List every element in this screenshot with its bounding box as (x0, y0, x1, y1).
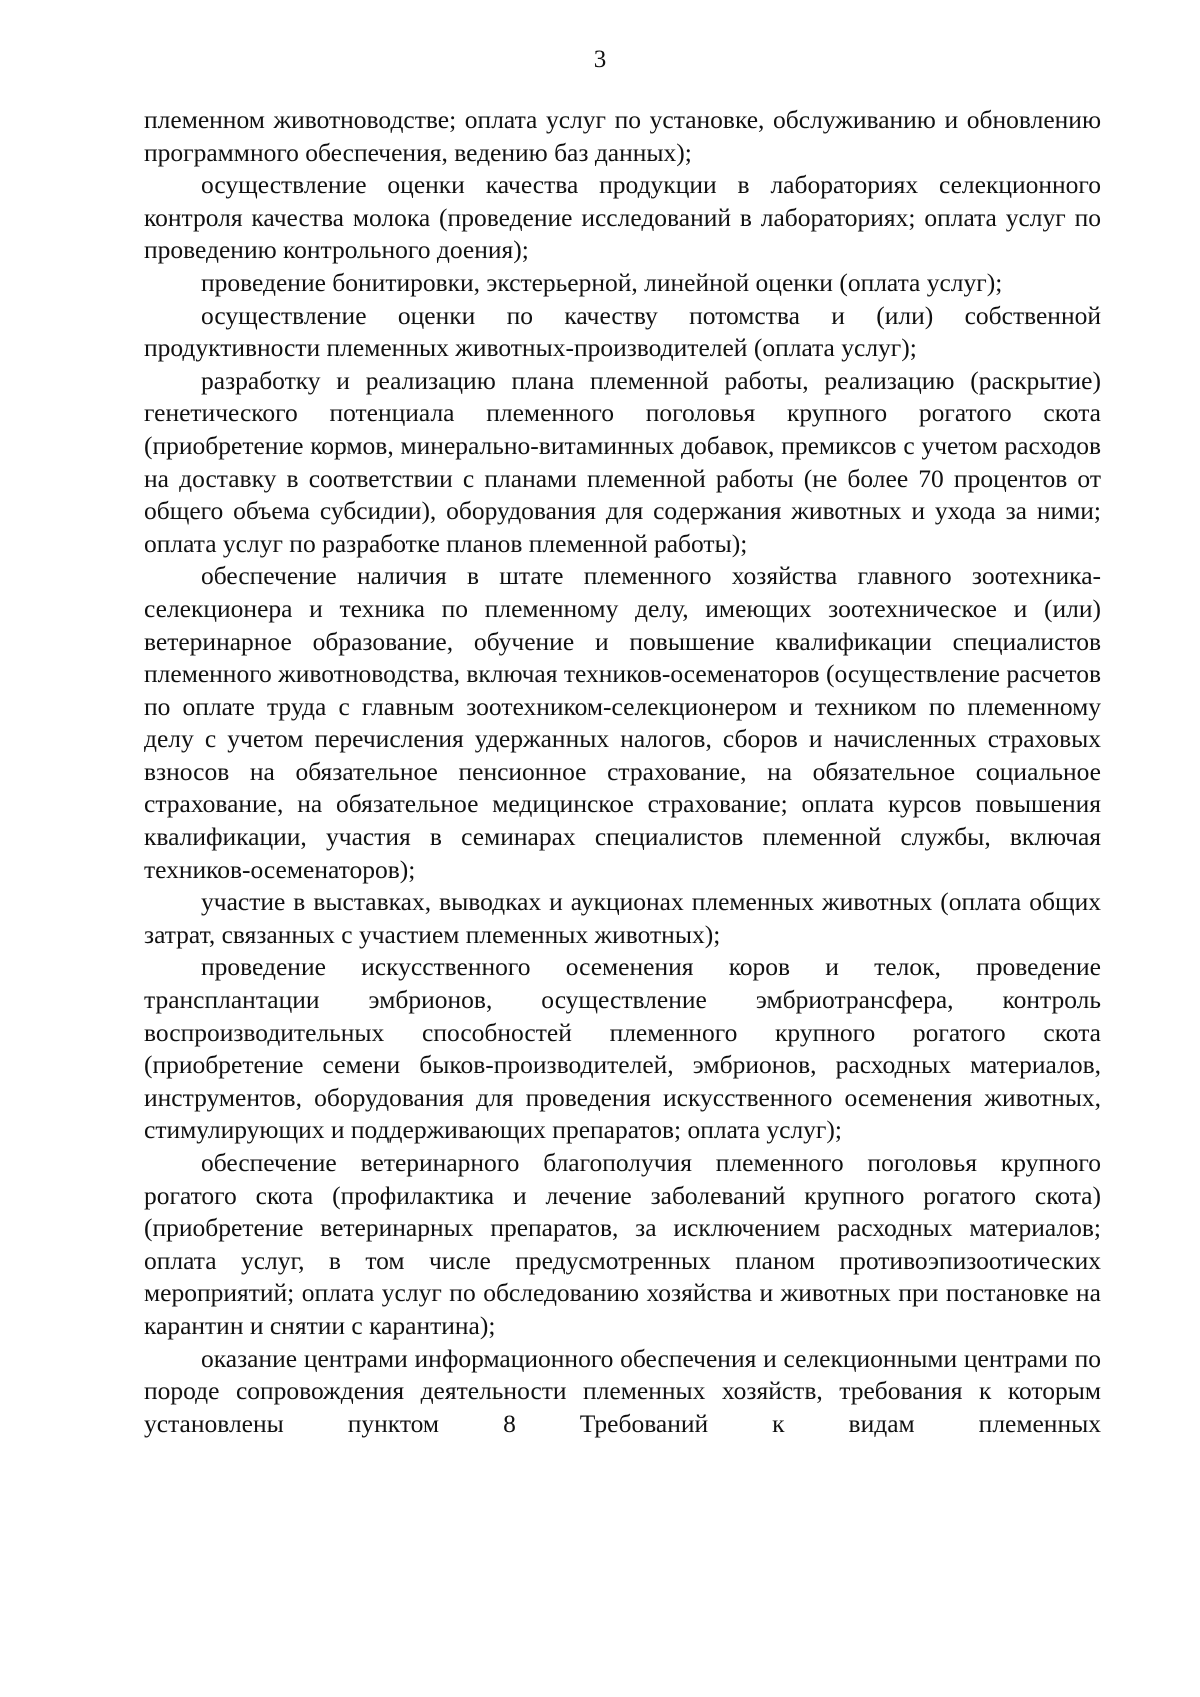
paragraph-artificial-insemination: проведение искусственного осеменения коров и телок, проведение трансплантации эмбрионов, осуществление эмбриотрансфера, контроль воспроизводительных способностей племенного крупного рогатого скота (приобретение семени быков-производителей, эмбрионов, расходных материалов, инструментов, оборудования для проведения искусственного осеменения животных, стимулирующих и поддерживающих препаратов; оплата услуг); (144, 952, 1101, 1145)
paragraph-veterinary-welfare: обеспечение ветеринарного благополучия племенного поголовья крупного рогатого скота (профилактика и лечение заболеваний крупного рогатого скота) (приобретение ветеринарных препаратов, за исключением расходных материалов; оплата услуг, в том числе предусмотренных планом противоэпизоотических мероприятий; оплата услуг по обследованию хозяйства и животных при постановке на карантин и снятии с карантина); (144, 1148, 1101, 1340)
paragraph-staff-zootechnician: обеспечение наличия в штате племенного хозяйства главного зоотехника-селекционера и техника по племенному делу, имеющих зоотехническое и (или) ветеринарное образование, обучение и повышение квалификации специалистов племенного животноводства, включая техников-осеменаторов (осуществление расчетов по оплате труда с главным зоотехником-селекционером и техником по племенному делу с учетом перечисления удержанных налогов, сборов и начисленных страховых взносов на обязательное пенсионное страхование, на обязательное социальное страхование, на обязательное медицинское страхование; оплата курсов повышения квалификации, участия в семинарах специалистов племенной службы, включая техников-осеменаторов); (144, 561, 1101, 884)
document-body (144, 104, 1101, 1440)
page-number: 3 (593, 46, 607, 73)
paragraph-exhibitions: участие в выставках, выводках и аукционах племенных животных (оплата общих затрат, связанных с участием племенных животных); (144, 887, 1101, 949)
paragraph-milk-quality: осуществление оценки качества продукции в лабораториях селекционного контроля качества молока (проведение исследований в лабораториях; оплата услуг по проведению контрольного доения); (144, 170, 1101, 265)
paragraph-information-centers: оказание центрами информационного обеспечения и селекционными центрами по породе сопровождения деятельности племенных хозяйств, требования к которым установлены пунктом 8 Требований к видам племенных (144, 1343, 1101, 1438)
paragraph-continuation: племенном животноводстве; оплата услуг по установке, обслуживанию и обновлению программного обеспечения, ведению баз данных); (144, 105, 1101, 167)
paragraph-bonitation: проведение бонитировки, экстерьерной, линейной оценки (оплата услуг); (201, 267, 1003, 297)
paragraph-breeding-plan: разработку и реализацию плана племенной работы, реализацию (раскрытие) генетического потенциала племенного поголовья крупного рогатого скота (приобретение кормов, минерально-витаминных добавок, премиксов с учетом расходов на доставку в соответствии с планами племенной работы (не более 70 процентов от общего объема субсидии), оборудования для содержания животных и ухода за ними; оплата услуг по разработке планов племенной работы); (144, 365, 1101, 558)
paragraph-progeny-assessment: осуществление оценки по качеству потомства и (или) собственной продуктивности племенных животных-производителей (оплата услуг); (144, 300, 1101, 363)
